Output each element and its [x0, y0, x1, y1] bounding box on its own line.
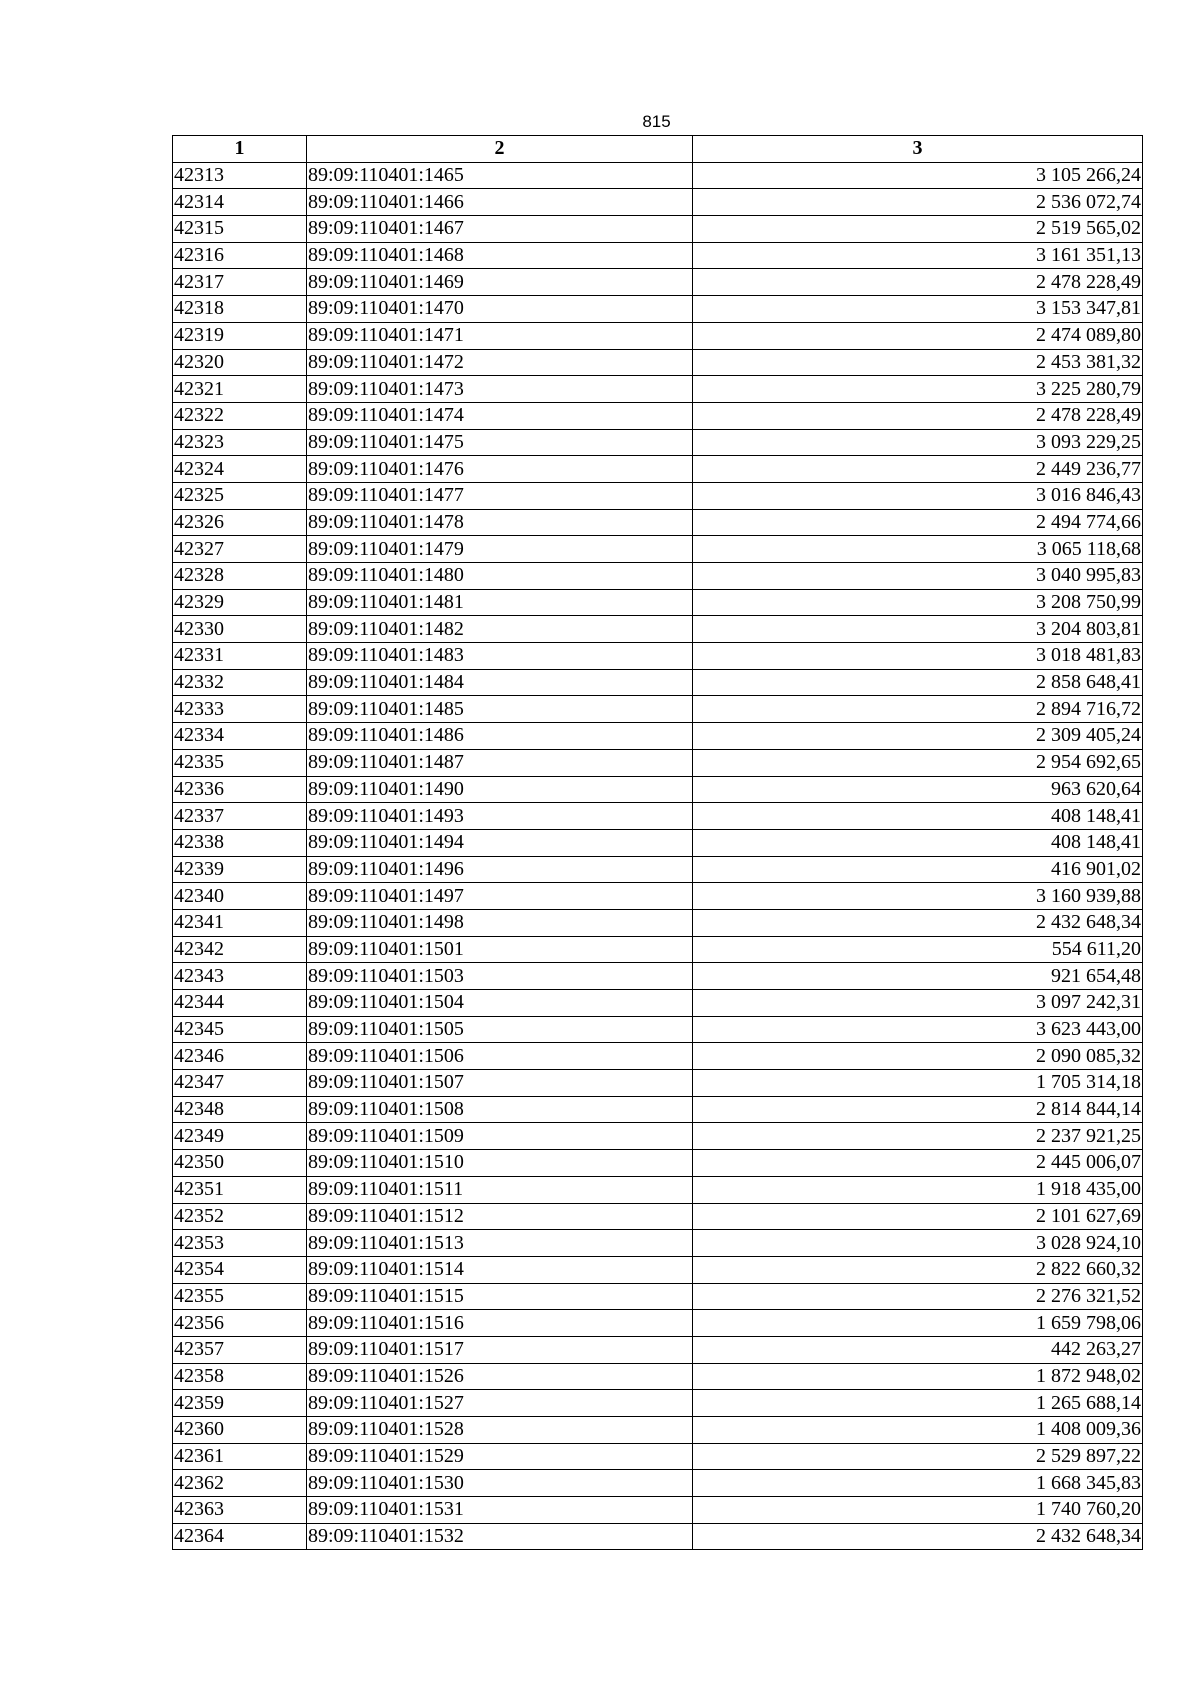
row-number-cell: 42335	[173, 749, 307, 776]
value-cell: 3 225 280,79	[693, 376, 1143, 403]
row-number-cell: 42355	[173, 1283, 307, 1310]
value-cell: 2 309 405,24	[693, 723, 1143, 750]
table-row	[173, 429, 1143, 456]
value-cell: 3 040 995,83	[693, 563, 1143, 590]
row-number-cell: 42359	[173, 1390, 307, 1417]
row-number-cell: 42341	[173, 909, 307, 936]
cadastral-number-cell: 89:09:110401:1494	[307, 829, 693, 856]
cadastral-number-cell: 89:09:110401:1528	[307, 1417, 693, 1444]
value-cell: 3 093 229,25	[693, 429, 1143, 456]
value-cell: 408 148,41	[693, 803, 1143, 830]
table-row	[173, 776, 1143, 803]
value-cell: 1 659 798,06	[693, 1310, 1143, 1337]
table-row	[173, 1336, 1143, 1363]
cadastral-number-cell: 89:09:110401:1507	[307, 1070, 693, 1097]
table-row	[173, 189, 1143, 216]
row-number-cell: 42356	[173, 1310, 307, 1337]
value-cell: 2 536 072,74	[693, 189, 1143, 216]
column-header-1: 1	[173, 136, 307, 163]
table-row	[173, 402, 1143, 429]
cadastral-number-cell: 89:09:110401:1474	[307, 402, 693, 429]
row-number-cell: 42329	[173, 589, 307, 616]
table-row	[173, 749, 1143, 776]
table-row	[173, 509, 1143, 536]
value-cell: 2 478 228,49	[693, 269, 1143, 296]
table-row	[173, 696, 1143, 723]
row-number-cell: 42358	[173, 1363, 307, 1390]
cadastral-number-cell: 89:09:110401:1479	[307, 536, 693, 563]
row-number-cell: 42323	[173, 429, 307, 456]
value-cell: 1 705 314,18	[693, 1070, 1143, 1097]
table-row	[173, 482, 1143, 509]
column-header-3: 3	[693, 136, 1143, 163]
table-row	[173, 322, 1143, 349]
table-row	[173, 216, 1143, 243]
value-cell: 3 028 924,10	[693, 1230, 1143, 1257]
row-number-cell: 42318	[173, 296, 307, 323]
row-number-cell: 42324	[173, 456, 307, 483]
value-cell: 3 018 481,83	[693, 643, 1143, 670]
value-cell: 2 101 627,69	[693, 1203, 1143, 1230]
row-number-cell: 42364	[173, 1523, 307, 1550]
table-row	[173, 456, 1143, 483]
cadastral-number-cell: 89:09:110401:1471	[307, 322, 693, 349]
row-number-cell: 42340	[173, 883, 307, 910]
row-number-cell: 42342	[173, 936, 307, 963]
cadastral-number-cell: 89:09:110401:1517	[307, 1336, 693, 1363]
value-cell: 2 237 921,25	[693, 1123, 1143, 1150]
cadastral-number-cell: 89:09:110401:1513	[307, 1230, 693, 1257]
cadastral-number-cell: 89:09:110401:1505	[307, 1016, 693, 1043]
cadastral-number-cell: 89:09:110401:1529	[307, 1443, 693, 1470]
row-number-cell: 42314	[173, 189, 307, 216]
value-cell: 3 153 347,81	[693, 296, 1143, 323]
table-row	[173, 1123, 1143, 1150]
cadastral-number-cell: 89:09:110401:1506	[307, 1043, 693, 1070]
table-row	[173, 1176, 1143, 1203]
table-row	[173, 1470, 1143, 1497]
row-number-cell: 42327	[173, 536, 307, 563]
row-number-cell: 42352	[173, 1203, 307, 1230]
table-row	[173, 296, 1143, 323]
row-number-cell: 42326	[173, 509, 307, 536]
table-row	[173, 349, 1143, 376]
cadastral-number-cell: 89:09:110401:1530	[307, 1470, 693, 1497]
table-row	[173, 1230, 1143, 1257]
value-cell: 2 894 716,72	[693, 696, 1143, 723]
cadastral-number-cell: 89:09:110401:1484	[307, 669, 693, 696]
cadastral-number-cell: 89:09:110401:1485	[307, 696, 693, 723]
table-row	[173, 643, 1143, 670]
table-row	[173, 242, 1143, 269]
cadastral-number-cell: 89:09:110401:1466	[307, 189, 693, 216]
value-cell: 2 445 006,07	[693, 1150, 1143, 1177]
value-cell: 2 954 692,65	[693, 749, 1143, 776]
table-row	[173, 1203, 1143, 1230]
cadastral-number-cell: 89:09:110401:1486	[307, 723, 693, 750]
row-number-cell: 42344	[173, 990, 307, 1017]
row-number-cell: 42348	[173, 1096, 307, 1123]
cadastral-number-cell: 89:09:110401:1477	[307, 482, 693, 509]
table-row	[173, 723, 1143, 750]
table-row	[173, 589, 1143, 616]
value-cell: 2 478 228,49	[693, 402, 1143, 429]
cadastral-number-cell: 89:09:110401:1475	[307, 429, 693, 456]
table-row	[173, 1310, 1143, 1337]
value-cell: 2 814 844,14	[693, 1096, 1143, 1123]
table-row	[173, 990, 1143, 1017]
table-row	[173, 1417, 1143, 1444]
value-cell: 442 263,27	[693, 1336, 1143, 1363]
cadastral-number-cell: 89:09:110401:1531	[307, 1497, 693, 1524]
row-number-cell: 42320	[173, 349, 307, 376]
table-row	[173, 909, 1143, 936]
row-number-cell: 42357	[173, 1336, 307, 1363]
row-number-cell: 42343	[173, 963, 307, 990]
table-row	[173, 269, 1143, 296]
cadastral-number-cell: 89:09:110401:1516	[307, 1310, 693, 1337]
value-cell: 2 519 565,02	[693, 216, 1143, 243]
table-row	[173, 1283, 1143, 1310]
cadastral-number-cell: 89:09:110401:1482	[307, 616, 693, 643]
table-header	[173, 136, 1143, 163]
cadastral-number-cell: 89:09:110401:1478	[307, 509, 693, 536]
value-cell: 1 918 435,00	[693, 1176, 1143, 1203]
value-cell: 3 204 803,81	[693, 616, 1143, 643]
value-cell: 3 208 750,99	[693, 589, 1143, 616]
cadastral-number-cell: 89:09:110401:1493	[307, 803, 693, 830]
cadastral-number-cell: 89:09:110401:1510	[307, 1150, 693, 1177]
table-row	[173, 1390, 1143, 1417]
row-number-cell: 42332	[173, 669, 307, 696]
header-row	[173, 136, 1143, 163]
cadastral-number-cell: 89:09:110401:1527	[307, 1390, 693, 1417]
cadastral-number-cell: 89:09:110401:1483	[307, 643, 693, 670]
value-cell: 2 432 648,34	[693, 1523, 1143, 1550]
row-number-cell: 42346	[173, 1043, 307, 1070]
row-number-cell: 42331	[173, 643, 307, 670]
table-row	[173, 1256, 1143, 1283]
value-cell: 3 016 846,43	[693, 482, 1143, 509]
row-number-cell: 42354	[173, 1256, 307, 1283]
table-row	[173, 1043, 1143, 1070]
table-row	[173, 936, 1143, 963]
row-number-cell: 42363	[173, 1497, 307, 1524]
table-row	[173, 669, 1143, 696]
cadastral-number-cell: 89:09:110401:1508	[307, 1096, 693, 1123]
value-cell: 1 408 009,36	[693, 1417, 1143, 1444]
cadastral-number-cell: 89:09:110401:1514	[307, 1256, 693, 1283]
cadastral-number-cell: 89:09:110401:1487	[307, 749, 693, 776]
value-cell: 963 620,64	[693, 776, 1143, 803]
value-cell: 2 432 648,34	[693, 909, 1143, 936]
value-cell: 3 160 939,88	[693, 883, 1143, 910]
cadastral-number-cell: 89:09:110401:1511	[307, 1176, 693, 1203]
row-number-cell: 42334	[173, 723, 307, 750]
value-cell: 921 654,48	[693, 963, 1143, 990]
value-cell: 2 822 660,32	[693, 1256, 1143, 1283]
cadastral-number-cell: 89:09:110401:1515	[307, 1283, 693, 1310]
page-number: 815	[642, 112, 671, 131]
cadastral-number-cell: 89:09:110401:1509	[307, 1123, 693, 1150]
value-cell: 3 105 266,24	[693, 162, 1143, 189]
table-row	[173, 1070, 1143, 1097]
table-row	[173, 883, 1143, 910]
cadastral-number-cell: 89:09:110401:1504	[307, 990, 693, 1017]
data-table	[172, 135, 1143, 1550]
row-number-cell: 42347	[173, 1070, 307, 1097]
row-number-cell: 42336	[173, 776, 307, 803]
cadastral-number-cell: 89:09:110401:1512	[307, 1203, 693, 1230]
table-body	[173, 162, 1143, 1550]
table-row	[173, 803, 1143, 830]
value-cell: 2 474 089,80	[693, 322, 1143, 349]
row-number-cell: 42321	[173, 376, 307, 403]
row-number-cell: 42350	[173, 1150, 307, 1177]
table-row	[173, 1363, 1143, 1390]
value-cell: 2 494 774,66	[693, 509, 1143, 536]
value-cell: 554 611,20	[693, 936, 1143, 963]
row-number-cell: 42330	[173, 616, 307, 643]
row-number-cell: 42333	[173, 696, 307, 723]
table-row	[173, 536, 1143, 563]
table-row	[173, 963, 1143, 990]
cadastral-number-cell: 89:09:110401:1480	[307, 563, 693, 590]
value-cell: 2 449 236,77	[693, 456, 1143, 483]
table-row	[173, 829, 1143, 856]
row-number-cell: 42319	[173, 322, 307, 349]
table-row	[173, 856, 1143, 883]
row-number-cell: 42328	[173, 563, 307, 590]
table-row	[173, 376, 1143, 403]
value-cell: 2 858 648,41	[693, 669, 1143, 696]
row-number-cell: 42338	[173, 829, 307, 856]
value-cell: 408 148,41	[693, 829, 1143, 856]
row-number-cell: 42322	[173, 402, 307, 429]
value-cell: 1 265 688,14	[693, 1390, 1143, 1417]
row-number-cell: 42361	[173, 1443, 307, 1470]
row-number-cell: 42349	[173, 1123, 307, 1150]
cadastral-number-cell: 89:09:110401:1469	[307, 269, 693, 296]
cadastral-number-cell: 89:09:110401:1490	[307, 776, 693, 803]
row-number-cell: 42317	[173, 269, 307, 296]
table-row	[173, 616, 1143, 643]
table-row	[173, 1497, 1143, 1524]
table-row	[173, 1443, 1143, 1470]
table-row	[173, 1096, 1143, 1123]
cadastral-number-cell: 89:09:110401:1465	[307, 162, 693, 189]
row-number-cell: 42325	[173, 482, 307, 509]
value-cell: 2 276 321,52	[693, 1283, 1143, 1310]
table-row	[173, 563, 1143, 590]
value-cell: 1 740 760,20	[693, 1497, 1143, 1524]
cadastral-number-cell: 89:09:110401:1501	[307, 936, 693, 963]
cadastral-number-cell: 89:09:110401:1472	[307, 349, 693, 376]
row-number-cell: 42316	[173, 242, 307, 269]
row-number-cell: 42337	[173, 803, 307, 830]
value-cell: 2 529 897,22	[693, 1443, 1143, 1470]
value-cell: 2 453 381,32	[693, 349, 1143, 376]
cadastral-number-cell: 89:09:110401:1496	[307, 856, 693, 883]
value-cell: 2 090 085,32	[693, 1043, 1143, 1070]
value-cell: 3 065 118,68	[693, 536, 1143, 563]
value-cell: 3 161 351,13	[693, 242, 1143, 269]
row-number-cell: 42313	[173, 162, 307, 189]
cadastral-number-cell: 89:09:110401:1468	[307, 242, 693, 269]
value-cell: 3 097 242,31	[693, 990, 1143, 1017]
table-row	[173, 1016, 1143, 1043]
cadastral-number-cell: 89:09:110401:1473	[307, 376, 693, 403]
row-number-cell: 42353	[173, 1230, 307, 1257]
cadastral-number-cell: 89:09:110401:1497	[307, 883, 693, 910]
value-cell: 1 668 345,83	[693, 1470, 1143, 1497]
row-number-cell: 42362	[173, 1470, 307, 1497]
value-cell: 416 901,02	[693, 856, 1143, 883]
column-header-2: 2	[307, 136, 693, 163]
row-number-cell: 42315	[173, 216, 307, 243]
cadastral-number-cell: 89:09:110401:1498	[307, 909, 693, 936]
value-cell: 1 872 948,02	[693, 1363, 1143, 1390]
cadastral-number-cell: 89:09:110401:1476	[307, 456, 693, 483]
table-row	[173, 1150, 1143, 1177]
cadastral-number-cell: 89:09:110401:1481	[307, 589, 693, 616]
value-cell: 3 623 443,00	[693, 1016, 1143, 1043]
cadastral-number-cell: 89:09:110401:1503	[307, 963, 693, 990]
row-number-cell: 42345	[173, 1016, 307, 1043]
cadastral-number-cell: 89:09:110401:1467	[307, 216, 693, 243]
row-number-cell: 42339	[173, 856, 307, 883]
cadastral-number-cell: 89:09:110401:1532	[307, 1523, 693, 1550]
table-row	[173, 1523, 1143, 1550]
cadastral-number-cell: 89:09:110401:1470	[307, 296, 693, 323]
cadastral-number-cell: 89:09:110401:1526	[307, 1363, 693, 1390]
row-number-cell: 42351	[173, 1176, 307, 1203]
row-number-cell: 42360	[173, 1417, 307, 1444]
table-row	[173, 162, 1143, 189]
